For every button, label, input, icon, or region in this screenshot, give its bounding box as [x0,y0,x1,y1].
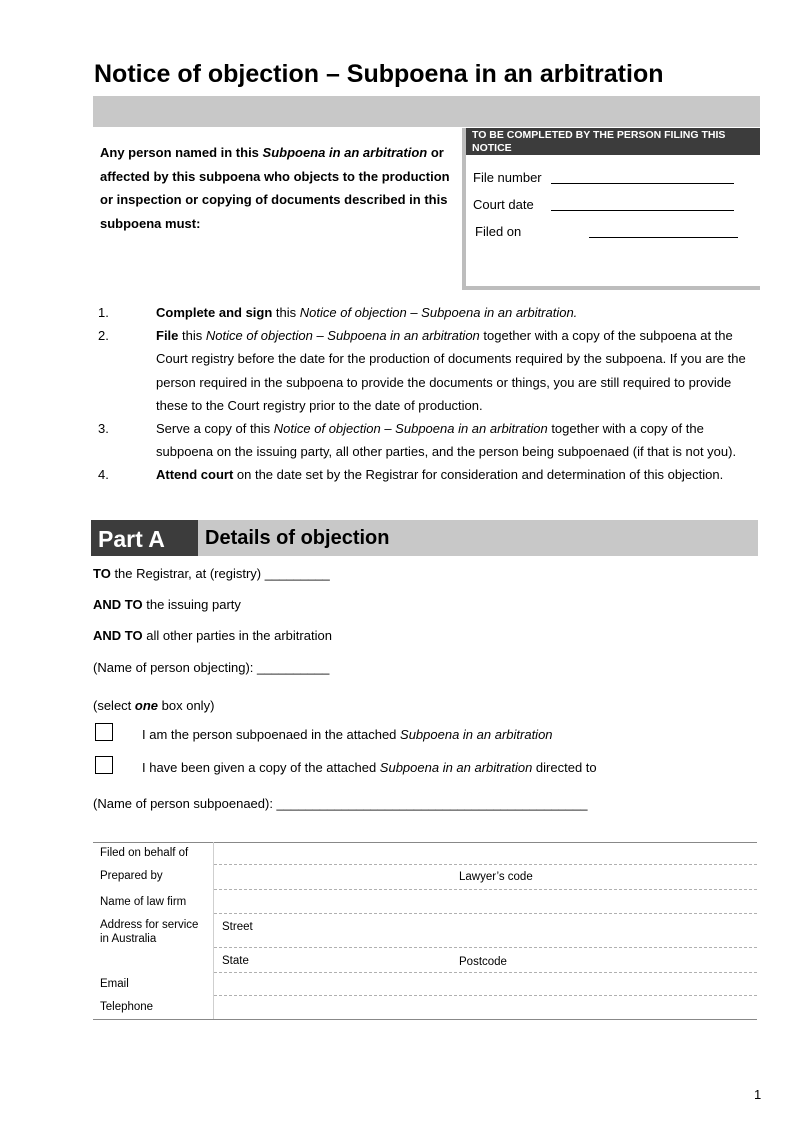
instruction-italic: Notice of objection – Subpoena in an arbitration [205,328,480,344]
instruction-text: this [272,305,300,320]
row-divider [214,995,757,996]
and-to-text: the issuing party [142,597,241,612]
intro-italic: Subpoena in an arbitration [262,145,428,160]
table-bottom-border [93,1019,757,1020]
title-banner [93,96,760,127]
option-subpoenaed-checkbox[interactable] [95,723,113,741]
instruction-bold: Attend court [156,467,234,483]
row-divider [214,947,757,948]
instruction-text: this [178,328,206,344]
and-to-text: all other parties in the arbitration [142,628,332,643]
court-date-label: Court date [473,197,534,212]
and-to-keyword: AND TO [93,597,143,612]
row-divider [214,972,757,973]
instruction-item [98,417,758,463]
page-number: 1 [754,1087,762,1102]
telephone-label: Telephone [100,1001,154,1013]
intro-text [100,141,450,235]
page-title: Notice of objection – Subpoena in an arbitration [94,60,664,88]
instruction-bold: File [156,328,179,344]
instruction-number: 4. [98,467,109,483]
file-number-field[interactable] [551,183,734,184]
intro-part2: or affected by this subpoena who objects to the production or inspection or copying of documents described in this subpoena must: [100,145,450,231]
state-label: State [222,955,249,967]
row-divider [214,864,757,865]
and-to-keyword: AND TO [93,628,143,643]
to-keyword: TO [93,566,111,581]
select-pre: (select [93,698,135,713]
instruction-italic: Notice of objection – Subpoena in an arbitration. [299,305,578,320]
instruction-number: 1. [98,305,109,320]
part-a-title: Details of objection [205,527,390,549]
filing-box-heading: TO BE COMPLETED BY THE PERSON FILING THIS NOTICE [466,128,760,155]
email-label: Email [100,978,129,990]
instruction-item [98,301,758,324]
law-firm-label: Name of law firm [100,896,187,908]
name-objecting-line[interactable]: (Name of person objecting): __________ [93,660,330,675]
instruction-text: on the date set by the Registrar for consideration and determination of this objection. [233,467,724,483]
table-top-border [93,842,757,843]
select-instruction [93,698,214,713]
instruction-item [98,463,758,486]
instruction-number: 3. [98,421,109,437]
option-text: I am the person subpoenaed in the attached [142,727,401,742]
prepared-by-label: Prepared by [100,870,163,882]
option-given-copy-label [142,760,597,775]
postcode-label: Postcode [459,956,507,968]
instruction-text-end: together with a copy of the subpoena on the issuing party, all other parties, and the person being subpoenaed (if that is not you). [156,421,737,460]
row-divider [214,889,757,890]
and-to-issuing-line [93,597,241,612]
select-emphasis: one [134,698,159,713]
intro-part1: Any person named in this [100,145,263,160]
option-text-end: directed to [532,760,597,775]
option-text: I have been given a copy of the attached [142,760,380,775]
table-column-divider [213,842,214,1020]
to-text: the Registrar, at (registry) _________ [110,566,330,581]
filed-on-behalf-label: Filed on behalf of [100,847,189,859]
and-to-parties-line [93,628,332,643]
filed-on-label: Filed on [475,224,522,239]
instruction-text-end: together with a copy of the subpoena at the Court registry before the date for the production of documents required by the subpoena. If you are the person required in the subpoena to provide the documents or things, you are still required to provide these to the Court registry prior to the date of production. [156,328,746,413]
instruction-bold: Complete and sign [156,305,273,320]
court-date-field[interactable] [551,210,734,211]
street-label: Street [222,921,253,933]
instruction-item [98,324,758,417]
file-number-label: File number [473,170,542,185]
row-divider [214,913,757,914]
instruction-number: 2. [98,328,109,344]
address-for-service-label: Address for service in Australia [100,919,199,945]
to-registrar-line [93,566,330,581]
filed-on-field[interactable] [589,237,738,238]
name-subpoenaed-line[interactable]: (Name of person subpoenaed): ___________________________________________ [93,796,588,811]
option-subpoenaed-label [142,727,553,742]
instructions-list [98,301,758,487]
option-given-copy-checkbox[interactable] [95,756,113,774]
part-a-label: Part A [91,520,198,556]
option-italic: Subpoena in an arbitration [400,727,553,742]
lawyers-code-label: Lawyer’s code [459,871,533,883]
instruction-italic: Notice of objection – Subpoena in an arbitration [273,421,548,437]
select-post: box only) [158,698,215,713]
instruction-text: Serve a copy of this [156,421,274,437]
option-italic: Subpoena in an arbitration [379,760,533,775]
